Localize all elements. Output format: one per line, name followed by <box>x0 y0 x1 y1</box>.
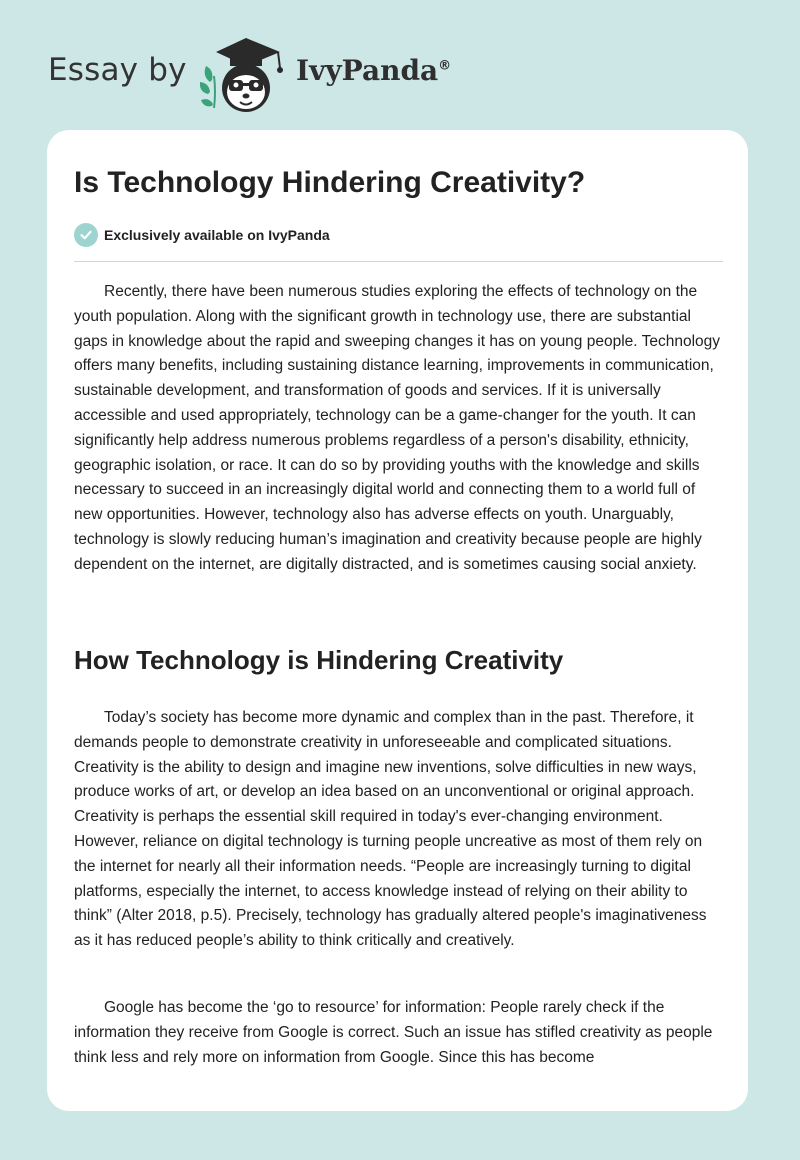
essay-card <box>47 130 748 1111</box>
registered-mark: ® <box>438 58 452 74</box>
brand-name[interactable] <box>296 54 451 87</box>
panda-logo-icon[interactable] <box>200 32 290 114</box>
intro-paragraph: Recently, there have been numerous studies exploring the effects of technology on the youth population. Along with the significant growth in technology use, there are substantial gaps in knowledge about the rapid and sweeping changes it has on young people. Technology offers many benefits, including sustaining distance learning, improvements in communication, sustainable development, and transformation of goods and services. If it is universally accessible and used appropriately, technology can be a game-changer for the youth. It can significantly help address numerous problems regardless of a person's disability, ethnicity, geographic isolation, or race. It can do so by providing youths with the knowledge and skills necessary to succeed in an increasingly digital world and connecting them to a world full of new opportunities. However, technology also has adverse effects on youth. Unarguably, technology is slowly reducing human’s imagination and creativity because people are highly dependent on the internet, are digitally distracted, and is sometimes causing social anxiety. <box>74 283 721 573</box>
body-paragraph: Today’s society has become more dynamic and complex than in the past. Therefore, it demands people to demonstrate creativity in unforeseeable and complicated situations. Creativity is the ability to design and imagine new inventions, solve difficulties in new ways, produce works of art, or develop an idea based on an unconventional or original approach. Creativity is perhaps the essential skill required in today's ever-changing environment. However, reliance on digital technology is turning people uncreative as most of them rely on the internet for nearly all their information needs. “People are increasingly turning to digital platforms, especially the internet, to access knowledge instead of relying on their ability to think” (Alter 2018, p.5). Precisely, technology has gradually altered people's imaginativeness as it has reduced people’s ability to think critically and creatively. <box>74 709 707 950</box>
badge-label: Exclusively available on IvyPanda <box>104 227 330 243</box>
exclusive-badge <box>74 222 330 248</box>
essay-by-label: Essay by <box>48 52 187 88</box>
site-header <box>48 28 548 118</box>
section-heading: How Technology is Hindering Creativity <box>74 645 564 675</box>
body-paragraph: Google has become the ‘go to resource’ for information: People rarely check if the information they receive from Google is correct. Such an issue has stifled creativity as people think less and rely more on information from Google. Since this has become <box>74 999 713 1066</box>
check-icon <box>74 223 98 247</box>
essay-title: Is Technology Hindering Creativity? <box>74 166 586 199</box>
brand-text: IvyPanda <box>296 54 439 87</box>
divider <box>74 261 723 262</box>
